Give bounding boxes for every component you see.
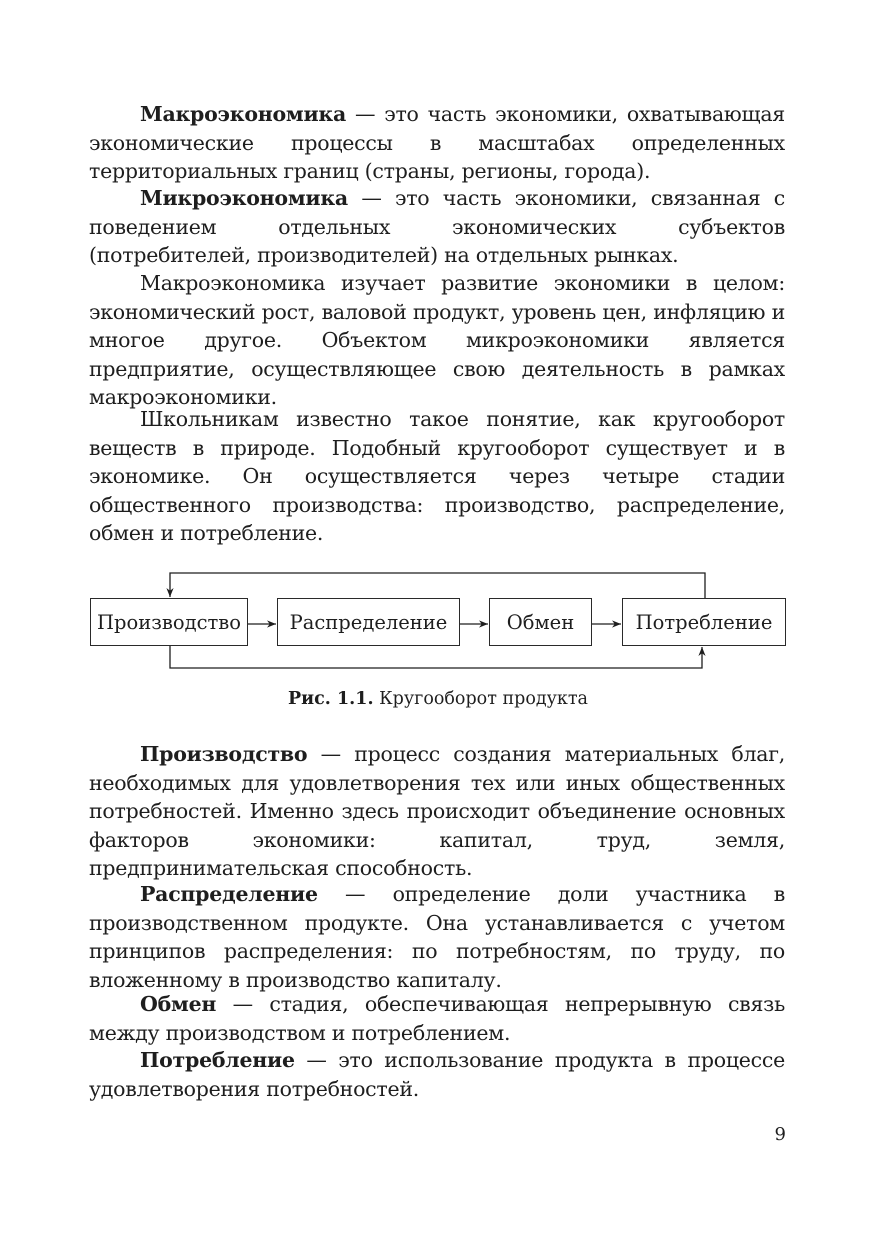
paragraph-macro-studies: Макроэкономика изучает развитие экономики в целом: экономический рост, валовой продукт, уровень цен, инфляцию и многое другое. Объектом микроэкономики является предприятие, осуществляющее свою деятельность в рамках макроэкономики. (89, 271, 785, 409)
text-consumption: — это использование продукта в процессе удовлетворения потребностей. (89, 1048, 785, 1101)
definition-consumption (89, 1046, 785, 1103)
text-distribution: — определение доли участника в производственном продукте. Она устанавливается с учетом принципов распределения: по потребностям, по труду, по вложенному в производство капиталу. (89, 882, 785, 992)
feedback-arrow-top (170, 573, 705, 598)
text-production: — процесс создания материальных благ, необходимых для удовлетворения тех или иных общественных потребностей. Именно здесь происходит объединение основных факторов экономики: капитал, труд, земля, предпринимательская способность. (89, 742, 785, 880)
stage-distribution-box: Распределение (277, 598, 460, 646)
term-microeconomics: Микроэкономика (140, 186, 348, 210)
term-distribution: Распределение (140, 882, 318, 906)
text-microeconomics: — это часть экономики, связанная с поведением отдельных экономических субъектов (потребителей, производителей) на отдельных рынках. (89, 186, 785, 267)
definition-distribution (89, 880, 785, 994)
term-production: Производство (140, 742, 308, 766)
term-macroeconomics: Макроэкономика (140, 102, 347, 126)
caption-label: Рис. 1.1. (288, 689, 374, 709)
text-exchange: — стадия, обеспечивающая непрерывную связь между производством и потреблением. (89, 992, 785, 1045)
text-macroeconomics: — это часть экономики, охватывающая экономические процессы в масштабах определенных территориальных границ (страны, регионы, города). (89, 102, 785, 183)
page-number: 9 (774, 1124, 786, 1145)
stage-production-box: Производство (90, 598, 248, 646)
definition-production (89, 740, 785, 883)
paragraph-circulation: Школьникам известно такое понятие, как кругооборот веществ в природе. Подобный кругооборот существует и в экономике. Он осуществляется через четыре стадии общественного производства: производство, распределение, обмен и потребление. (89, 407, 785, 545)
term-exchange: Обмен (140, 992, 217, 1016)
term-consumption: Потребление (140, 1048, 295, 1072)
definition-exchange (89, 990, 785, 1047)
feedback-arrow-bottom (170, 646, 702, 668)
caption-text: Кругооборот продукта (373, 689, 588, 709)
stage-exchange-box: Обмен (489, 598, 592, 646)
stage-consumption-box: Потребление (622, 598, 786, 646)
figure-caption (0, 689, 876, 709)
